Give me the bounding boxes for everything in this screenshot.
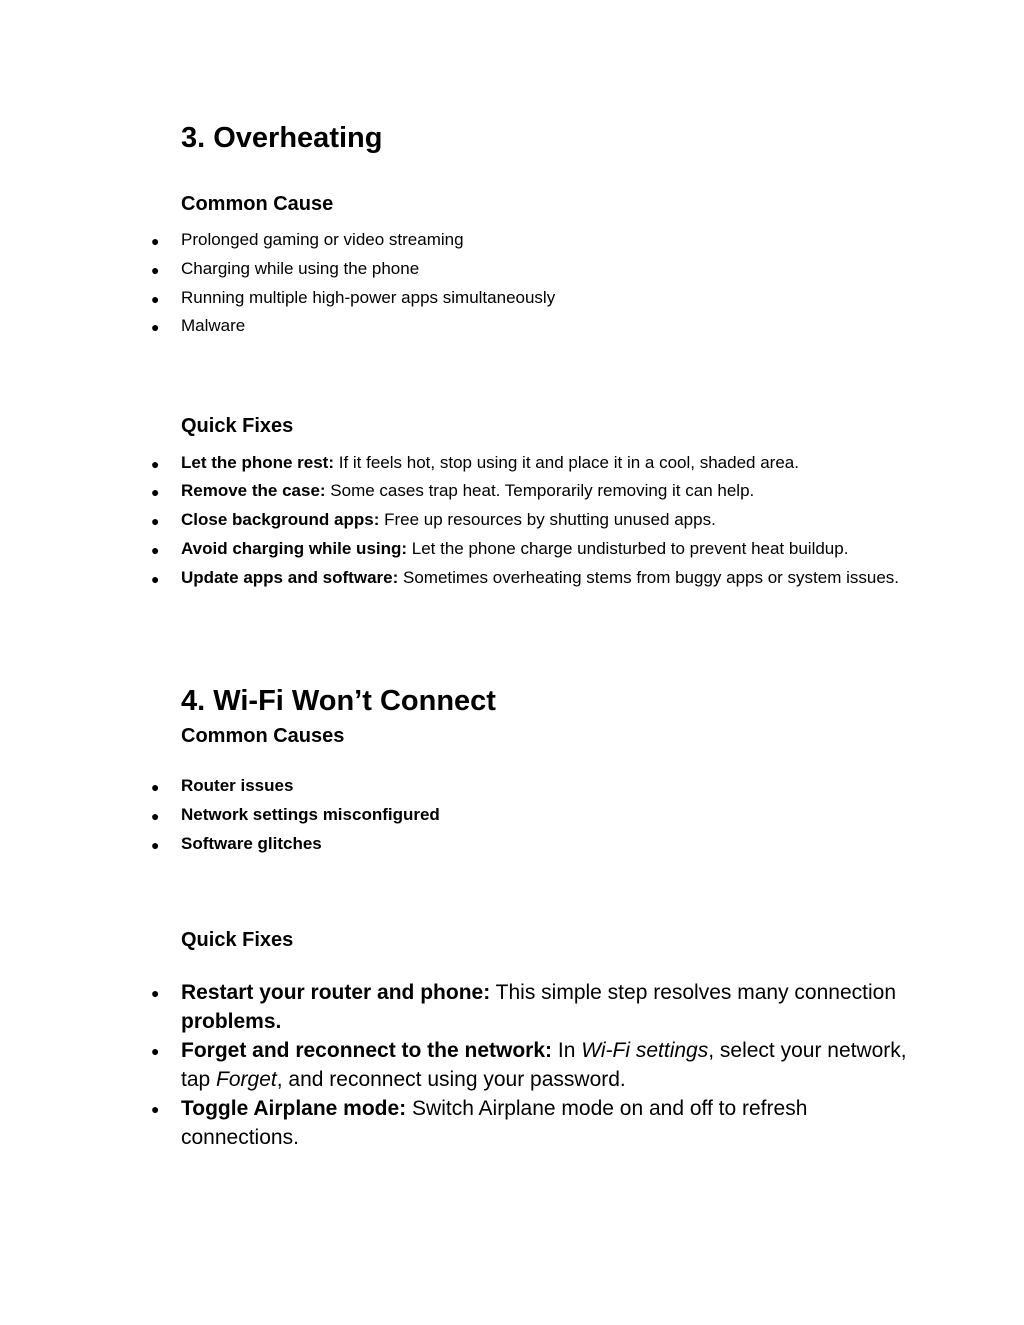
fix-text: , select your network, tap	[181, 1039, 907, 1091]
common-causes-heading: Common Causes	[181, 725, 345, 747]
fix-text: If it feels hot, stop using it and place it in a cool, shaded area.	[334, 453, 799, 472]
fix-label: Close background apps:	[181, 510, 380, 529]
fix-label: Forget and reconnect to the network:	[181, 1039, 553, 1062]
fix-label: Restart your router and phone:	[181, 981, 491, 1004]
bullet-icon: ●	[151, 542, 160, 558]
fix-label: Remove the case:	[181, 481, 326, 500]
fix-text: Free up resources by shutting unused apps.	[379, 510, 716, 529]
fix-text: Let the phone charge undisturbed to prevent heat buildup.	[407, 539, 849, 558]
bullet-icon: ●	[151, 319, 160, 335]
bullet-icon: ●	[151, 985, 160, 1001]
bullet-icon: ●	[151, 291, 160, 307]
bullet-icon: ●	[151, 484, 160, 500]
fix-text: This simple step resolves many connection	[490, 981, 897, 1004]
bullet-icon: ●	[151, 456, 160, 472]
cause-text: Running multiple high-power apps simultaneously	[181, 288, 556, 307]
fix-text: , and reconnect using your password.	[276, 1068, 626, 1091]
fix-label: Update apps and software:	[181, 568, 399, 587]
bullet-icon: ●	[151, 262, 160, 278]
quick-fixes-heading: Quick Fixes	[181, 929, 294, 951]
bullet-icon: ●	[151, 1043, 160, 1059]
bullet-icon: ●	[151, 513, 160, 529]
bullet-icon: ●	[151, 233, 160, 249]
fix-text-bold: problems.	[181, 1010, 282, 1033]
section-title-wifi: 4. Wi-Fi Won’t Connect	[181, 685, 496, 717]
bullet-icon: ●	[151, 779, 160, 795]
bullet-icon: ●	[151, 837, 160, 853]
fix-text-italic: Wi-Fi settings	[581, 1039, 709, 1062]
cause-text: Software glitches	[181, 834, 322, 853]
bullet-icon: ●	[151, 808, 160, 824]
fix-text: Sometimes overheating stems from buggy apps or system issues.	[398, 568, 900, 587]
fix-label: Toggle Airplane mode:	[181, 1097, 407, 1120]
bullet-icon: ●	[151, 571, 160, 587]
cause-text: Network settings misconfigured	[181, 805, 440, 824]
fix-text: In	[552, 1039, 582, 1062]
bullet-icon: ●	[151, 1101, 160, 1117]
quick-fixes-heading: Quick Fixes	[181, 415, 294, 437]
cause-text: Malware	[181, 316, 246, 335]
fix-label: Avoid charging while using:	[181, 539, 408, 558]
cause-text: Router issues	[181, 776, 294, 795]
common-cause-heading: Common Cause	[181, 193, 334, 215]
cause-text: Prolonged gaming or video streaming	[181, 230, 464, 249]
fix-text-italic: Forget	[216, 1068, 277, 1091]
fix-text: Some cases trap heat. Temporarily removing it can help.	[325, 481, 755, 500]
section-title-overheating: 3. Overheating	[181, 122, 383, 154]
cause-text: Charging while using the phone	[181, 259, 420, 278]
fix-text: Switch Airplane mode on and off to refresh connections.	[181, 1097, 808, 1149]
fix-label: Let the phone rest:	[181, 453, 335, 472]
